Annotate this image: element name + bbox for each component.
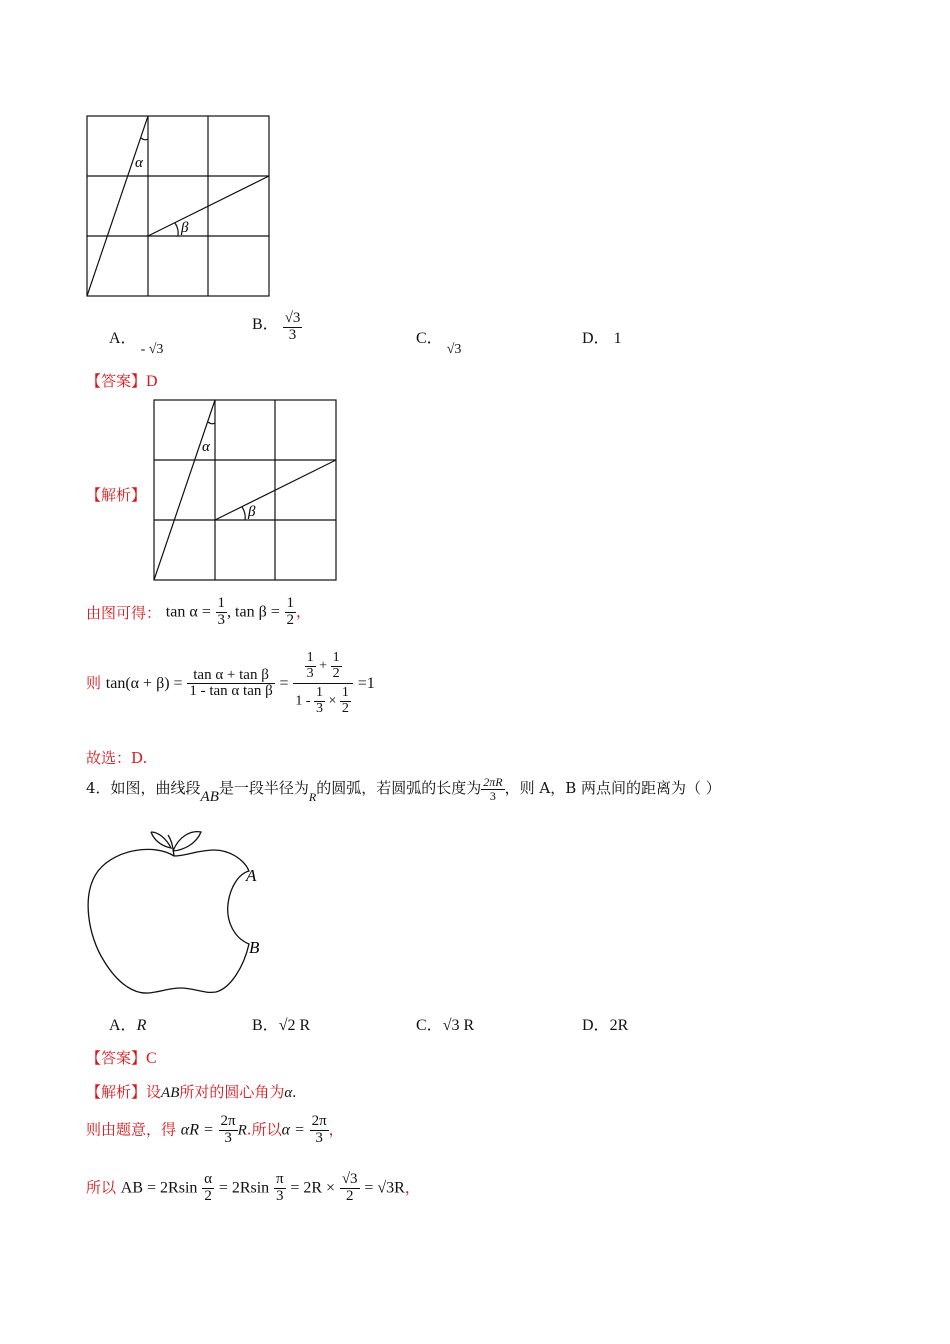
q4-option-a[interactable]: A．R [109,1017,147,1034]
answer-value: D [146,373,158,390]
compound-fraction: $\frac{1}{3}$ + $\frac{1}{2}$ 1 - $\frac{1}{3}$ × $\frac{1}{2}$ [293,651,353,717]
answer-value: C [146,1050,157,1067]
beta-label: β [181,220,189,236]
alpha-label: α [135,155,143,171]
answer-line-q4: 【答案】C [86,1049,157,1067]
q4-option-b[interactable]: B．√2 R [252,1017,311,1034]
option-b-fraction: $\frac{√3}{3}$ [284,310,301,343]
sum-formula-line: 则 tan(α + β) = $\frac{\text{tan α + tan β}}{\text{1 - tan α tan β}}$ = $\frac{1}{3}$ + $\frac{1}{2}$ 1 - $\frac{1}{3}$ × $\frac{1}{2}$ =1 [86,650,375,717]
analysis-tag-q3: 【解析】 [86,486,147,504]
tan-values-line: 由图可得： tan α = $\frac{1}{3}$ , tan β = $\frac{1}{2}$ ， [86,595,312,628]
conclusion-q3: 故选：D. [86,749,148,767]
analysis-line-1: 【解析】设AB所对的圆心角为α. [86,1083,297,1101]
point-b-label: B [249,938,260,957]
beta-label: β [248,504,256,520]
option-c-value: √3 [446,342,462,357]
question-4-stem: 4．如图，曲线段AB是一段半径为$_R$的圆弧，若圆弧的长度为 $\frac{2\pi R}{3}$ ，则 A，B 两点间的距离为（ ） [86,775,721,806]
option-b[interactable]: B． $\frac{√3}{3}$ [252,310,301,343]
arc-ab: AB [161,1085,180,1101]
analysis-line-2: 则由题意，得 αR = $\frac{2\pi}{3}$ R.所以α = $\frac{2\pi}{3}$ ， [86,1113,344,1146]
option-d-value: 1 [613,330,622,347]
q4-option-d[interactable]: D．2R [582,1017,629,1034]
option-a-value: - √3 [140,342,164,357]
point-a-label: A [246,866,257,885]
apple-figure [86,826,286,1001]
alpha-label: α [202,439,210,455]
option-c[interactable]: C． √3 [416,330,462,357]
option-a[interactable]: A． - √3 [109,330,164,357]
grid-figure-analysis [153,399,339,583]
analysis-line-3: 所以 AB = 2Rsin $\frac{\alpha}{2}$ = 2Rsin $\frac{\pi}{3}$ = 2R × $\frac{√3}{2}$ = √3R， [86,1171,420,1204]
option-d[interactable]: D． 1 [582,330,622,347]
q4-option-c[interactable]: C．√3 R [416,1017,475,1034]
grid-figure-question3 [86,115,272,299]
answer-line-q3: 【答案】D [86,372,158,390]
